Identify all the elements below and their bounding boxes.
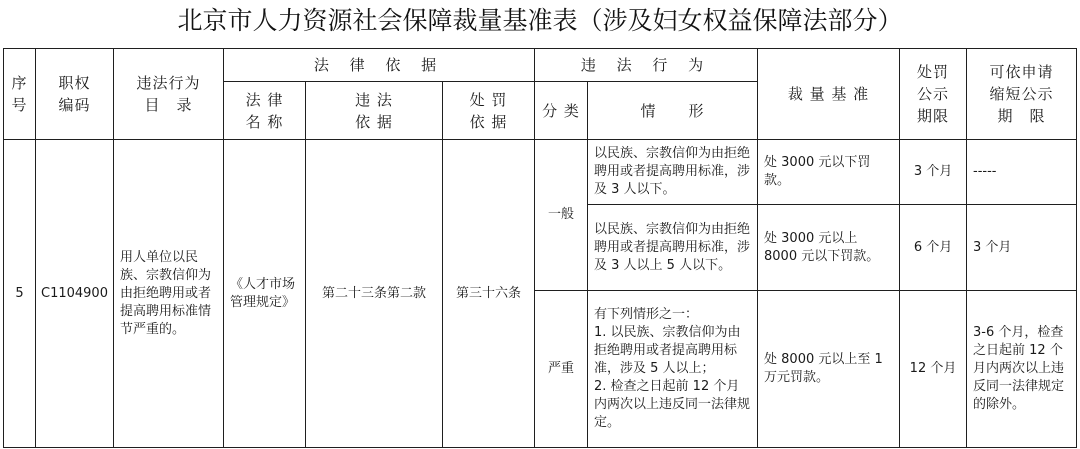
period-cell: 3 个月	[900, 140, 967, 205]
page-title: 北京市人力资源社会保障裁量基准表（涉及妇女权益保障法部分）	[177, 6, 903, 35]
discretion-cell: 处 3000 元以上 8000 元以下罚款。	[758, 205, 900, 291]
header-code: 职权 编码	[36, 49, 114, 140]
header-violation-basis: 违 法 依 据	[306, 82, 443, 140]
shorten-cell: 3 个月	[967, 205, 1077, 291]
category-general: 一般	[535, 140, 588, 291]
row-penalty-basis: 第三十六条	[443, 140, 535, 448]
header-penalty-basis: 处 罚 依 据	[443, 82, 535, 140]
header-violation-item: 违法行为 目 录	[114, 49, 224, 140]
row-code: C1104900	[36, 140, 114, 448]
header-seq: 序 号	[4, 49, 36, 140]
situation-cell: 以民族、宗教信仰为由拒绝聘用或者提高聘用标准，涉及 3 人以下。	[588, 140, 758, 205]
header-law-basis: 法 律 依 据	[224, 49, 535, 82]
period-cell: 12 个月	[900, 291, 967, 448]
shorten-cell: -----	[967, 140, 1077, 205]
header-category: 分 类	[535, 82, 588, 140]
header-illegal-act: 违 法 行 为	[535, 49, 758, 82]
situation-cell: 以民族、宗教信仰为由拒绝聘用或者提高聘用标准，涉及 3 人以上 5 人以下。	[588, 205, 758, 291]
discretion-standard-table	[3, 48, 1077, 448]
discretion-cell: 处 3000 元以下罚款。	[758, 140, 900, 205]
header-discretion: 裁 量 基 准	[758, 49, 900, 140]
period-cell: 6 个月	[900, 205, 967, 291]
header-shorten-period: 可依申请 缩短公示 期 限	[967, 49, 1077, 140]
row-violation-basis: 第二十三条第二款	[306, 140, 443, 448]
header-publicity-period: 处罚 公示 期限	[900, 49, 967, 140]
row-violation-item: 用人单位以民族、宗教信仰为由拒绝聘用或者提高聘用标准情节严重的。	[114, 140, 224, 448]
discretion-cell: 处 8000 元以上至 1 万元罚款。	[758, 291, 900, 448]
header-law-name: 法 律 名 称	[224, 82, 306, 140]
situation-cell: 有下列情形之一： 1. 以民族、宗教信仰为由拒绝聘用或者提高聘用标准，涉及 5 人以上； 2. 检查之日起前 12 个月内两次以上违反同一法律规定。	[588, 291, 758, 448]
header-situation: 情 形	[588, 82, 758, 140]
category-serious: 严重	[535, 291, 588, 448]
shorten-cell: 3-6 个月，检查之日起前 12 个月内两次以上违反同一法律规定的除外。	[967, 291, 1077, 448]
row-seq: 5	[4, 140, 36, 448]
row-law-name: 《人才市场管理规定》	[224, 140, 306, 448]
